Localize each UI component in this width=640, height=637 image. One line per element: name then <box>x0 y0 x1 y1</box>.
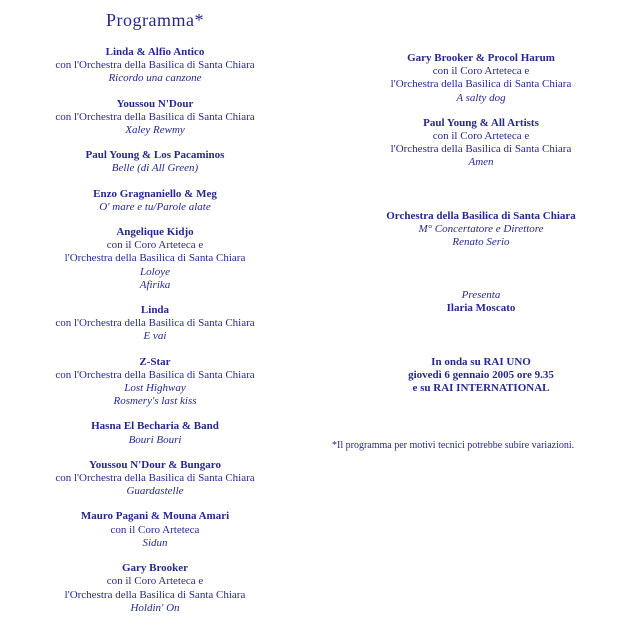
program-item <box>322 210 640 250</box>
accompaniment-text: l'Orchestra della Basilica di Santa Chiara <box>64 252 246 265</box>
accompaniment-text: con il Coro Arteteca e <box>106 239 204 252</box>
performer-name: Linda & Alfio Antico <box>105 46 205 58</box>
left-column <box>0 10 310 627</box>
song-title: Renato Serio <box>452 236 510 249</box>
performer-name: In onda su RAI UNO <box>431 355 531 368</box>
accompaniment-text: con il Coro Arteteca <box>110 523 200 536</box>
program-item <box>0 226 310 292</box>
song-title: Guardastelle <box>126 485 184 498</box>
accompaniment-text: con l'Orchestra della Basilica di Santa Chiara <box>55 59 255 72</box>
accompaniment-text: con il Coro Arteteca e <box>432 130 530 143</box>
program-item <box>0 98 310 138</box>
performer-name: e su RAI INTERNATIONAL <box>412 382 550 395</box>
performer-name: Enzo Gragnaniello & Meg <box>93 187 217 200</box>
song-title: Bouri Bouri <box>128 433 182 446</box>
program-item <box>0 304 310 344</box>
performer-name: Gary Brooker & Procol Harum <box>407 52 555 64</box>
program-item <box>0 149 310 175</box>
song-title: M° Concertatore e Direttore <box>418 222 544 235</box>
program-item <box>0 188 310 214</box>
accompaniment-text: con l'Orchestra della Basilica di Santa Chiara <box>55 110 255 123</box>
accompaniment-text: con l'Orchestra della Basilica di Santa Chiara <box>55 472 255 485</box>
accompaniment-text: con il Coro Arteteca e <box>106 575 204 588</box>
program-item <box>0 459 310 499</box>
performer-name: Orchestra della Basilica di Santa Chiara <box>386 209 576 222</box>
song-title: A salty dog <box>456 91 506 104</box>
program-item <box>0 510 310 550</box>
song-title: Presenta <box>461 289 501 302</box>
song-title: Amen <box>468 156 494 169</box>
right-column <box>322 52 640 407</box>
song-title: Afirika <box>139 278 171 291</box>
program-item <box>322 356 640 396</box>
song-title: Lost Highway <box>124 382 186 395</box>
performer-name: Linda <box>140 304 170 317</box>
performer-name: Ilaria Moscato <box>446 302 516 315</box>
song-title: Holdin' On <box>130 601 180 614</box>
program-item <box>0 562 310 615</box>
performer-name: Mauro Pagani & Mouna Amari <box>80 510 230 523</box>
accompaniment-text: con il Coro Arteteca e <box>432 65 530 78</box>
performer-name: Angelique Kidjo <box>116 226 194 239</box>
performer-name: Hasna El Becharia & Band <box>91 420 219 433</box>
program-item <box>322 289 640 315</box>
performer-name: Youssou N'Dour <box>116 97 194 110</box>
performer-name: Paul Young & All Artists <box>423 116 539 129</box>
program-item <box>0 420 310 446</box>
performer-name: Z-Star <box>139 355 171 368</box>
song-title: O' mare e tu/Parole alate <box>99 200 211 213</box>
program-item <box>322 52 640 105</box>
song-title: Xaley Rewmy <box>125 124 185 137</box>
accompaniment-text: l'Orchestra della Basilica di Santa Chiara <box>390 78 572 91</box>
page-title: Programma* <box>106 10 204 30</box>
accompaniment-text: con l'Orchestra della Basilica di Santa Chiara <box>55 368 255 381</box>
accompaniment-text: l'Orchestra della Basilica di Santa Chiara <box>390 143 572 156</box>
accompaniment-text: l'Orchestra della Basilica di Santa Chiara <box>64 588 246 601</box>
program-item <box>0 46 310 86</box>
performer-name: giovedì 6 gennaio 2005 ore 9.35 <box>408 368 554 381</box>
footnote: *Il programma per motivi tecnici potrebbe subire variazioni. <box>332 440 575 451</box>
performer-name: Paul Young & Los Pacaminos <box>85 149 225 162</box>
program-item <box>322 117 640 170</box>
song-title: Rosmery's last kiss <box>113 395 197 408</box>
song-title: Loloye <box>140 265 170 278</box>
program-item <box>0 356 310 409</box>
performer-name: Youssou N'Dour & Bungaro <box>89 458 221 471</box>
song-title: Ricordo una canzone <box>108 72 202 85</box>
accompaniment-text: con l'Orchestra della Basilica di Santa Chiara <box>55 317 255 330</box>
song-title: E vai <box>143 330 167 343</box>
performer-name: Gary Brooker <box>121 562 189 575</box>
song-title: Sidun <box>142 536 168 549</box>
song-title: Belle (di All Green) <box>111 162 199 175</box>
